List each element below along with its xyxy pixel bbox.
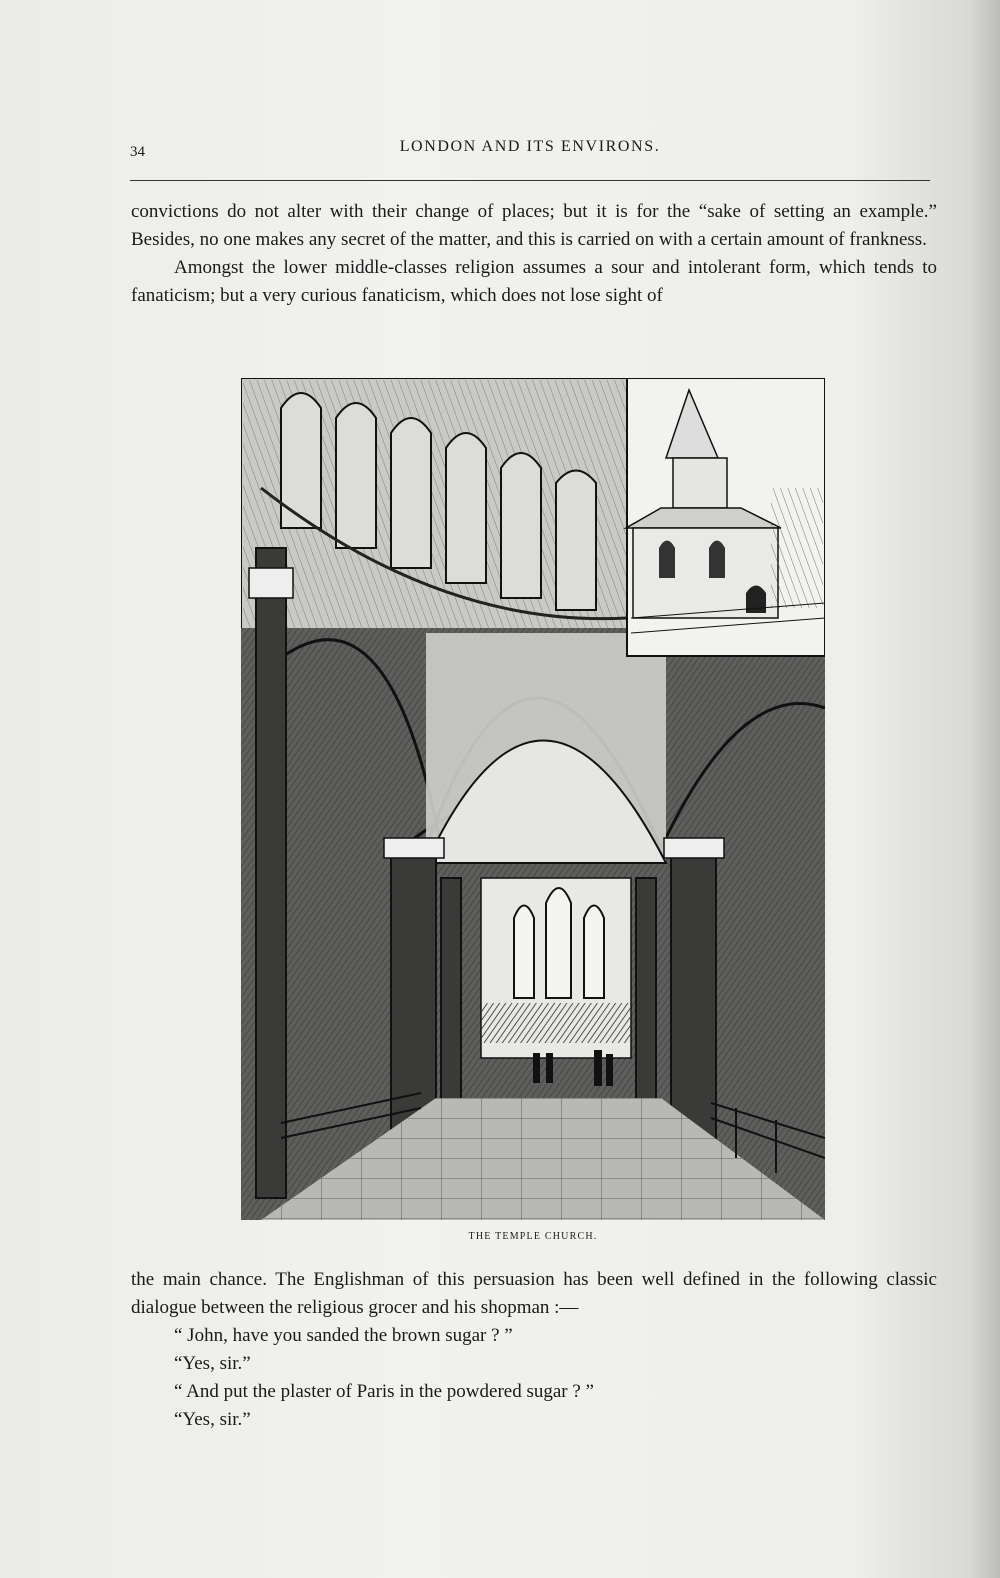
dialogue-line: “ John, have you sanded the brown sugar ? ” [174,1325,513,1346]
top-text-block [131,198,937,310]
header-rule [130,180,930,181]
figure-caption: THE TEMPLE CHURCH. [468,1231,598,1242]
running-title: LONDON AND ITS ENVIRONS. [399,138,661,155]
dialogue-line: “Yes, sir.” [174,1353,251,1374]
dialogue-line: “Yes, sir.” [174,1409,251,1430]
paragraph: Amongst the lower middle-classes religion assumes a sour and intolerant form, which tends to fanaticism; but a very curious fanaticism, which does not lose sight of [131,257,937,306]
running-head [130,138,930,162]
dialogue-line: “ And put the plaster of Paris in the powdered sugar ? ” [174,1381,594,1402]
paragraph: convictions do not alter with their change of places; but it is for the “sake of setting an example.” Besides, no one makes any secret of the matter, and this is carried on with a certain amount of frankness. [131,201,937,250]
round-church-inset [626,378,825,656]
bottom-text-block [131,1266,937,1434]
temple-church-engraving [241,378,825,1220]
page-number: 34 [130,144,145,160]
paragraph: the main chance. The Englishman of this persuasion has been well defined in the following classic dialogue between the religious grocer and his shopman :— [131,1269,937,1318]
